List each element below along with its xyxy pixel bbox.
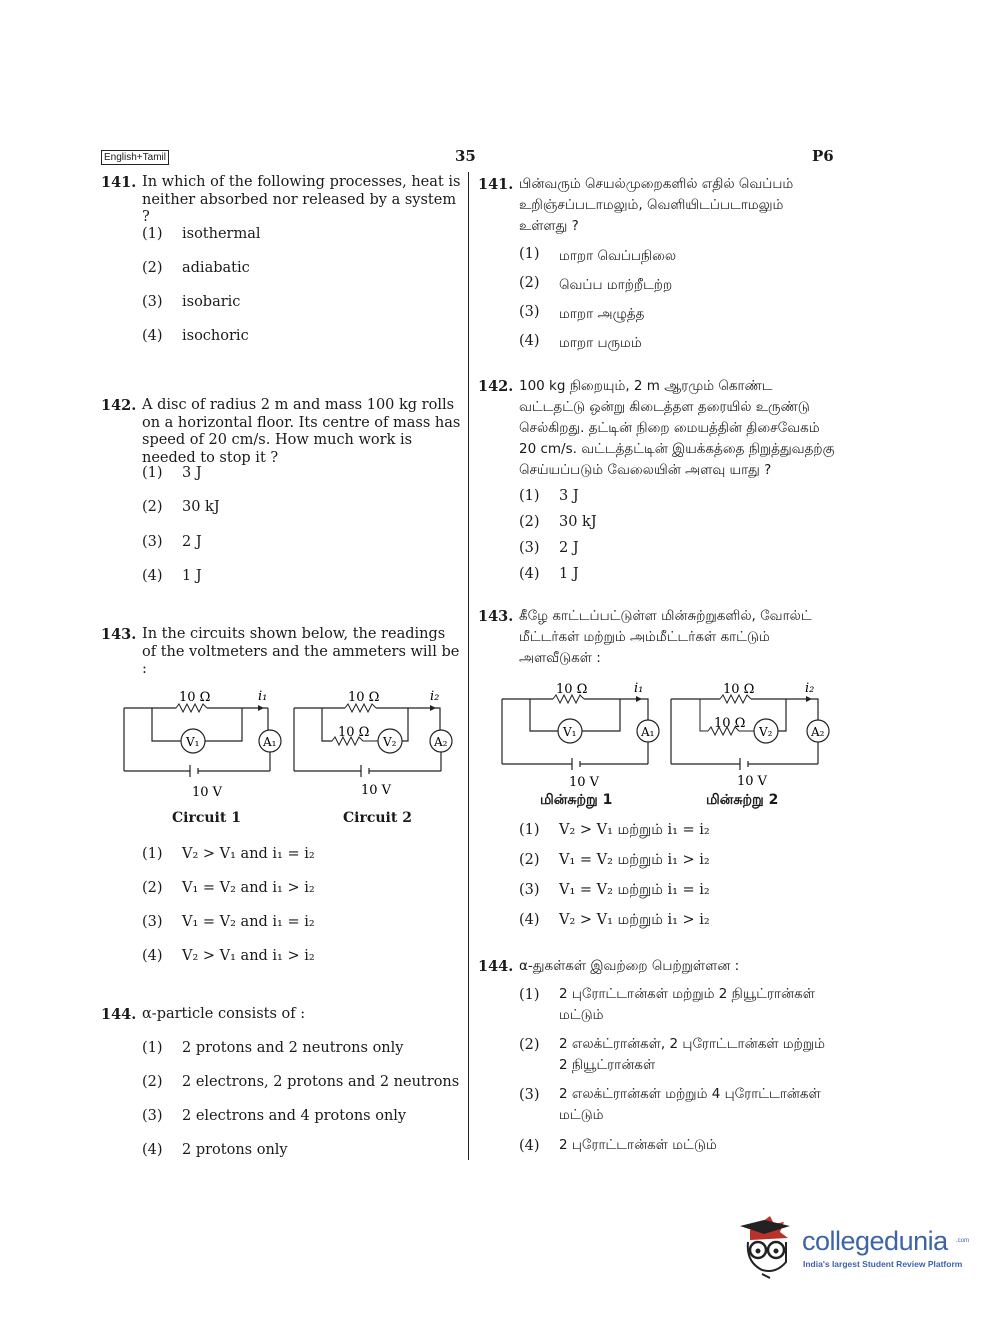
voltmeter-label: V₁	[186, 735, 200, 749]
battery-label: 10 V	[737, 774, 768, 789]
option-text: 2 protons and 2 neutrons only	[182, 1040, 404, 1056]
option-number: (1)	[519, 987, 540, 1003]
option-number: (4)	[519, 1138, 540, 1154]
voltmeter-label: V₁	[563, 725, 577, 739]
circuit-1-label: Circuit 1	[172, 810, 241, 826]
question-text: A disc of radius 2 m and mass 100 kg rolls on a horizontal floor. Its centre of mass has speed of 20 cm/s. How much work is needed to stop it ?	[142, 397, 461, 466]
option-2[interactable]	[519, 275, 673, 293]
ammeter-label: A₂	[811, 725, 825, 739]
option-text: மாறா அழுத்த	[559, 306, 645, 322]
circuit-diagram-english	[118, 686, 458, 801]
option-text: V₁ = V₂ and i₁ = i₂	[182, 914, 315, 930]
resistor-label: 10 Ω	[348, 690, 380, 705]
option-4[interactable]	[142, 328, 249, 344]
option-number: (3)	[519, 1087, 540, 1103]
option-number: (4)	[519, 333, 540, 349]
option-number: (4)	[142, 568, 163, 584]
paper-code: P6	[812, 147, 834, 165]
option-text: மட்டும்	[559, 1007, 604, 1023]
option-number: (1)	[142, 1040, 163, 1056]
option-text: 2 எலக்ட்ரான்கள், 2 புரோட்டான்கள் மற்றும்	[559, 1036, 825, 1052]
option-text: V₁ = V₂ மற்றும் i₁ > i₂	[559, 852, 710, 868]
option-text: 2 J	[182, 534, 202, 550]
option-text: isobaric	[182, 294, 241, 310]
option-number: (1)	[519, 822, 540, 838]
circuit-2-label: மின்சுற்று 2	[706, 792, 779, 808]
option-3[interactable]	[519, 1086, 821, 1123]
question-text: α-துகள்கள் இவற்றை பெற்றுள்ளன :	[519, 958, 740, 974]
logo-domain: .com	[956, 1238, 970, 1244]
option-3[interactable]	[142, 914, 315, 930]
resistor-label: 10 Ω	[556, 682, 588, 697]
option-2[interactable]	[142, 499, 220, 515]
option-3[interactable]	[142, 534, 202, 550]
resistor-label: 10 Ω	[723, 682, 755, 697]
question-text: In which of the following processes, heat is neither absorbed nor released by a system ?	[142, 174, 461, 225]
option-3[interactable]	[519, 540, 579, 556]
mascot-icon	[740, 1212, 800, 1282]
option-text: 3 J	[559, 488, 579, 504]
option-text: 1 J	[559, 566, 579, 582]
voltmeter-label: V₂	[383, 735, 397, 749]
circuit-1	[502, 681, 659, 790]
option-text: 2 புரோட்டான்கள் மற்றும் 2 நியூட்ரான்கள்	[559, 986, 815, 1002]
option-text: V₂ > V₁ and i₁ > i₂	[182, 948, 315, 964]
option-1[interactable]	[142, 465, 202, 481]
option-1[interactable]	[519, 246, 677, 264]
current-label: i₂	[805, 681, 815, 696]
option-text: 2 புரோட்டான்கள் மட்டும்	[559, 1137, 717, 1153]
circuit-2	[671, 681, 829, 789]
circuit-2-label: Circuit 2	[343, 810, 412, 826]
option-4[interactable]	[519, 566, 579, 582]
option-text: 2 electrons, 2 protons and 2 neutrons	[182, 1074, 460, 1090]
option-number: (1)	[519, 488, 540, 504]
question-number: 141.	[478, 176, 514, 193]
circuit-1-label: மின்சுற்று 1	[540, 792, 613, 808]
option-number: (2)	[142, 260, 163, 276]
question-number: 142.	[101, 397, 137, 414]
option-text: மாறா பருமம்	[559, 335, 642, 351]
option-text: 2 எலக்ட்ரான்கள் மற்றும் 4 புரோட்டான்கள்	[559, 1086, 821, 1102]
question-line: வட்டதட்டு ஒன்று கிடைத்தள தரையில் உருண்டு	[519, 399, 810, 415]
option-number: (3)	[519, 882, 540, 898]
option-number: (2)	[519, 514, 540, 530]
option-4[interactable]	[519, 333, 642, 351]
logo-wordmark: collegedunia	[802, 1226, 948, 1256]
question-number: 144.	[478, 958, 514, 975]
option-2[interactable]	[519, 1036, 825, 1073]
question-text: α-particle consists of :	[142, 1006, 306, 1022]
battery-label: 10 V	[361, 783, 392, 798]
battery-label: 10 V	[569, 775, 600, 790]
option-number: (4)	[142, 1142, 163, 1158]
ammeter-label: A₁	[263, 735, 277, 749]
option-text: 1 J	[182, 568, 202, 584]
question-line: செல்கிறது. தட்டின் நிறை மையத்தின் திசைவேகம்	[519, 420, 820, 436]
circuit-1	[124, 689, 281, 800]
option-number: (3)	[142, 534, 163, 550]
option-text: 30 kJ	[559, 514, 597, 530]
option-text: 3 J	[182, 465, 202, 481]
option-3[interactable]	[519, 882, 710, 898]
question-number: 142.	[478, 378, 514, 395]
option-2[interactable]	[142, 260, 250, 276]
option-text: 2 electrons and 4 protons only	[182, 1108, 407, 1124]
option-text: adiabatic	[182, 260, 250, 276]
resistor-label: 10 Ω	[714, 716, 746, 731]
option-4[interactable]	[142, 1142, 288, 1158]
option-2[interactable]	[142, 880, 315, 896]
option-1[interactable]	[519, 488, 579, 504]
option-4[interactable]	[519, 912, 710, 928]
option-4[interactable]	[142, 948, 315, 964]
option-text: 2 நியூட்ரான்கள்	[559, 1057, 656, 1073]
option-text: isothermal	[182, 226, 261, 242]
option-number: (2)	[142, 880, 163, 896]
option-1[interactable]	[519, 986, 815, 1023]
option-number: (3)	[519, 540, 540, 556]
option-1[interactable]	[142, 226, 261, 242]
option-number: (2)	[519, 275, 540, 291]
option-number: (2)	[519, 852, 540, 868]
option-4[interactable]	[519, 1137, 717, 1154]
option-3[interactable]	[142, 294, 241, 310]
option-2[interactable]	[519, 852, 710, 868]
question-line: 20 cm/s. வட்டத்தட்டின் இயக்கத்தை நிறுத்துவதற்கு	[519, 441, 835, 457]
question-line: 100 kg நிறையும், 2 m ஆரமும் கொண்ட	[519, 378, 773, 394]
circuit-diagram-tamil	[496, 678, 836, 793]
page-number: 35	[455, 147, 476, 165]
ammeter-label: A₂	[434, 735, 448, 749]
option-text: 2 J	[559, 540, 579, 556]
option-text: மட்டும்	[559, 1107, 604, 1123]
option-text: isochoric	[182, 328, 249, 344]
option-text: வெப்ப மாற்றீடற்ற	[559, 277, 673, 293]
current-label: i₁	[258, 689, 268, 704]
option-text: V₁ = V₂ and i₁ > i₂	[182, 880, 315, 896]
option-text: V₂ > V₁ மற்றும் i₁ = i₂	[559, 822, 710, 838]
question-line: உறிஞ்சப்படாமலும், வெளியிடப்படாமலும்	[519, 197, 784, 213]
option-number: (2)	[142, 1074, 163, 1090]
option-number: (4)	[142, 948, 163, 964]
option-number: (2)	[519, 1037, 540, 1053]
question-number: 144.	[101, 1006, 137, 1023]
option-number: (1)	[519, 246, 540, 262]
option-text: மாறா வெப்பநிலை	[559, 248, 677, 264]
question-line: உள்ளது ?	[519, 218, 579, 234]
option-number: (4)	[142, 328, 163, 344]
option-2[interactable]	[519, 514, 597, 530]
question-line: செய்யப்படும் வேலையின் அளவு யாது ?	[519, 462, 772, 478]
option-number: (3)	[142, 1108, 163, 1124]
ammeter-label: A₁	[641, 725, 655, 739]
question-number: 141.	[101, 174, 137, 191]
option-3[interactable]	[519, 304, 645, 322]
column-divider	[468, 172, 469, 1160]
option-text: V₁ = V₂ மற்றும் i₁ = i₂	[559, 882, 710, 898]
option-number: (3)	[142, 294, 163, 310]
question-number: 143.	[478, 608, 514, 625]
option-2[interactable]	[142, 1074, 460, 1090]
option-text: V₂ > V₁ மற்றும் i₁ > i₂	[559, 912, 710, 928]
option-1[interactable]	[142, 846, 315, 862]
question-number: 143.	[101, 626, 137, 643]
option-1[interactable]	[519, 822, 710, 838]
option-number: (4)	[519, 912, 540, 928]
voltmeter-label: V₂	[759, 725, 773, 739]
option-number: (1)	[142, 465, 163, 481]
option-number: (1)	[142, 846, 163, 862]
option-text: 30 kJ	[182, 499, 220, 515]
option-4[interactable]	[142, 568, 202, 584]
option-1[interactable]	[142, 1040, 404, 1056]
question-line: பின்வரும் செயல்முறைகளில் எதில் வெப்பம்	[519, 176, 794, 192]
option-number: (1)	[142, 226, 163, 242]
resistor-label: 10 Ω	[338, 725, 370, 740]
option-3[interactable]	[142, 1108, 407, 1124]
battery-label: 10 V	[192, 785, 223, 800]
option-number: (2)	[142, 499, 163, 515]
option-number: (4)	[519, 566, 540, 582]
option-text: 2 protons only	[182, 1142, 288, 1158]
option-text: V₂ > V₁ and i₁ = i₂	[182, 846, 315, 862]
resistor-label: 10 Ω	[179, 690, 211, 705]
question-line: அளவீடுகள் :	[519, 650, 601, 666]
circuit-2	[294, 689, 452, 798]
option-number: (3)	[519, 304, 540, 320]
current-label: i₁	[634, 681, 644, 696]
option-number: (3)	[142, 914, 163, 930]
current-label: i₂	[430, 689, 440, 704]
question-line: மீட்டர்கள் மற்றும் அம்மீட்டர்கள் காட்டும்	[519, 629, 770, 645]
question-text: In the circuits shown below, the readings of the voltmeters and the ammeters will be :	[142, 626, 460, 677]
question-line: கீழே காட்டப்பட்டுள்ள மின்சுற்றுகளில், வோல்ட்	[519, 608, 812, 624]
language-tag: English+Tamil	[101, 150, 169, 165]
logo-tagline: India's largest Student Review Platform	[803, 1259, 963, 1269]
